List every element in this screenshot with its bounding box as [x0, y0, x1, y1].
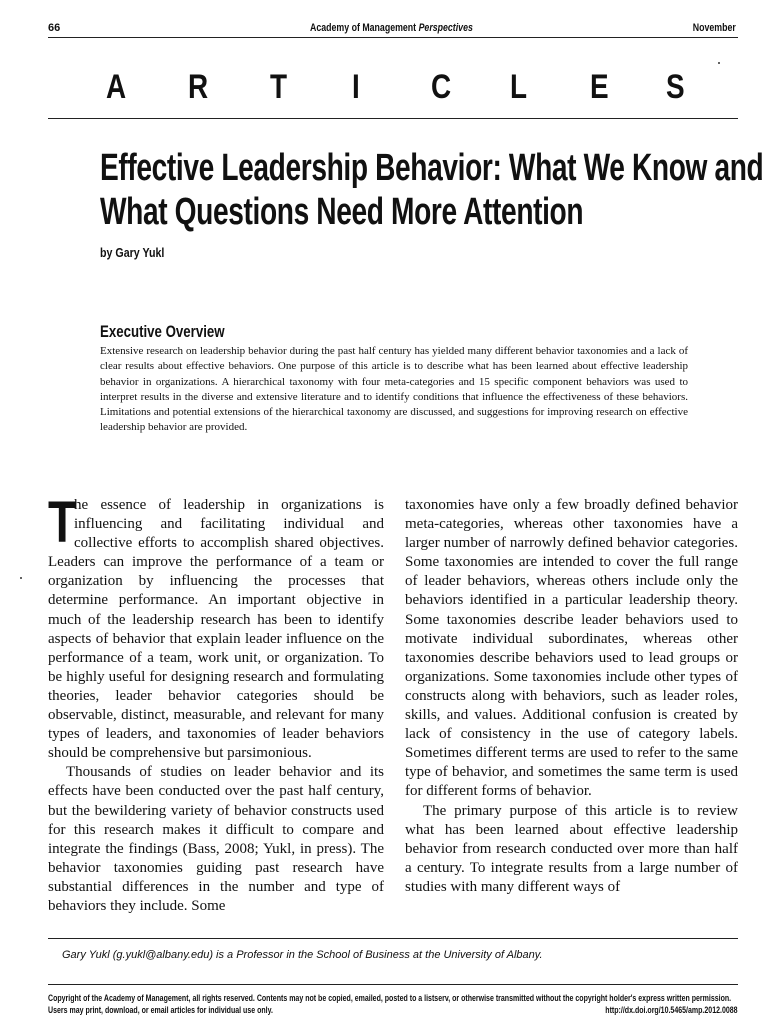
- journal-name-prefix: Academy of Management: [310, 22, 419, 34]
- section-letter: T: [270, 68, 288, 106]
- section-letter: R: [188, 68, 209, 106]
- section-letter: E: [590, 68, 609, 106]
- journal-name: [310, 22, 473, 34]
- body-paragraph: taxonomies have only a few broadly defined behavior meta-categories, whereas other taxonomies have a larger number of narrowly defined behavior categories. Some taxonomies are intended to cover the full range of leader behaviors, whereas others include only the behaviors identified in a particular leadership theory. Some taxonomies describe leader behaviors used to motivate individual subordinates, whereas other taxonomies describe behaviors used to lead groups or organizations. Some taxonomies include other types of constructs along with behaviors, such as leader roles, skills, and values. Additional confusion is created by lack of consistency in the use of category labels. Sometimes different terms are used to refer to the same type of behavior, and sometimes the same term is used for different forms of behavior.: [405, 497, 738, 800]
- article-title-line-1: Effective Leadership Behavior: What We Know and: [100, 147, 764, 189]
- header-rule: [48, 37, 738, 38]
- article-byline: by Gary Yukl: [100, 245, 165, 260]
- copyright-line-1: [48, 992, 738, 1004]
- body-paragraph-text: he essence of leadership in organizations is influencing and facilitating individual and collective efforts to accomplish shared objectives. Leaders can improve the performance of a team or organization by influencing the processes that determine performance. An important objective in much of the leadership research has been to identify aspects of behavior that explain leader influence on the performance of a team, work unit, or organization. To be highly useful for designing research and formulating theories, leader behavior categories should be observable, distinct, measurable, and relevant for many types of leaders, and taxonomies of leader behaviors should be comprehensive but parsimonious.: [48, 497, 384, 762]
- scan-speck: [20, 577, 22, 579]
- section-rule: [48, 118, 738, 119]
- article-title-line-2: What Questions Need More Attention: [100, 191, 584, 233]
- usage-notice: Users may print, download, or email articles for individual use only.: [48, 1005, 273, 1015]
- journal-name-italic: Perspectives: [418, 22, 473, 34]
- footnote-rule: [48, 938, 738, 939]
- author-note: Gary Yukl (g.yukl@albany.edu) is a Professor in the School of Business at the University of Albany.: [62, 949, 543, 961]
- body-paragraph: Thousands of studies on leader behavior and its effects have been conducted over the past half century, but the bewildering variety of behavior constructs used for this research makes it difficult to compare and integrate the findings (Bass, 2008; Yukl, in press). The behavior taxonomies guiding past research have substantial differences in the number and type of behaviors they include. Some: [48, 764, 384, 914]
- issue-month: November: [692, 22, 736, 34]
- section-letter: A: [106, 68, 127, 106]
- body-paragraph: [48, 490, 384, 763]
- copyright-line-2: [48, 1004, 738, 1016]
- section-letter: C: [431, 68, 452, 106]
- drop-cap: T: [48, 490, 77, 555]
- copyright-block: [48, 992, 738, 1016]
- copyright-rule: [48, 984, 738, 985]
- body-column-right: [405, 496, 738, 897]
- page-number: 66: [48, 22, 61, 34]
- copyright-notice: Copyright of the Academy of Management, all rights reserved. Contents may not be copied, emailed, posted to a listserv, or otherwise transmitted without the copyright holder's express written permission.: [48, 993, 732, 1003]
- section-heading-articles: [48, 68, 738, 108]
- doi-link[interactable]: http://dx.doi.org/10.5465/amp.2012.0088: [605, 1005, 738, 1015]
- section-letter: S: [666, 68, 685, 106]
- section-letter: I: [352, 68, 360, 106]
- scan-speck: [718, 62, 720, 64]
- article-title: [100, 146, 763, 234]
- executive-overview-heading: Executive Overview: [100, 322, 225, 341]
- executive-overview-text: Extensive research on leadership behavior during the past half century has yielded many different behavior taxonomies and a lack of clear results about effective behaviors. One purpose of this article is to describe what has been learned about effective leadership behavior in organizations. A hierarchical taxonomy with four meta-categories and 15 specific component behaviors was used to interpret results in the diverse and extensive literature and to identify conditions that influence the effectiveness of these behaviors. Limitations and potential extensions of the hierarchical taxonomy are discussed, and suggestions for improving research on effective leadership behavior are provided.: [100, 345, 688, 434]
- body-column-left: [48, 490, 384, 916]
- body-paragraph: The primary purpose of this article is to review what has been learned about effective leadership behavior from research conducted over more than half a century. To integrate results from a large number of studies with many different ways of: [405, 802, 738, 895]
- section-letter: L: [510, 68, 528, 106]
